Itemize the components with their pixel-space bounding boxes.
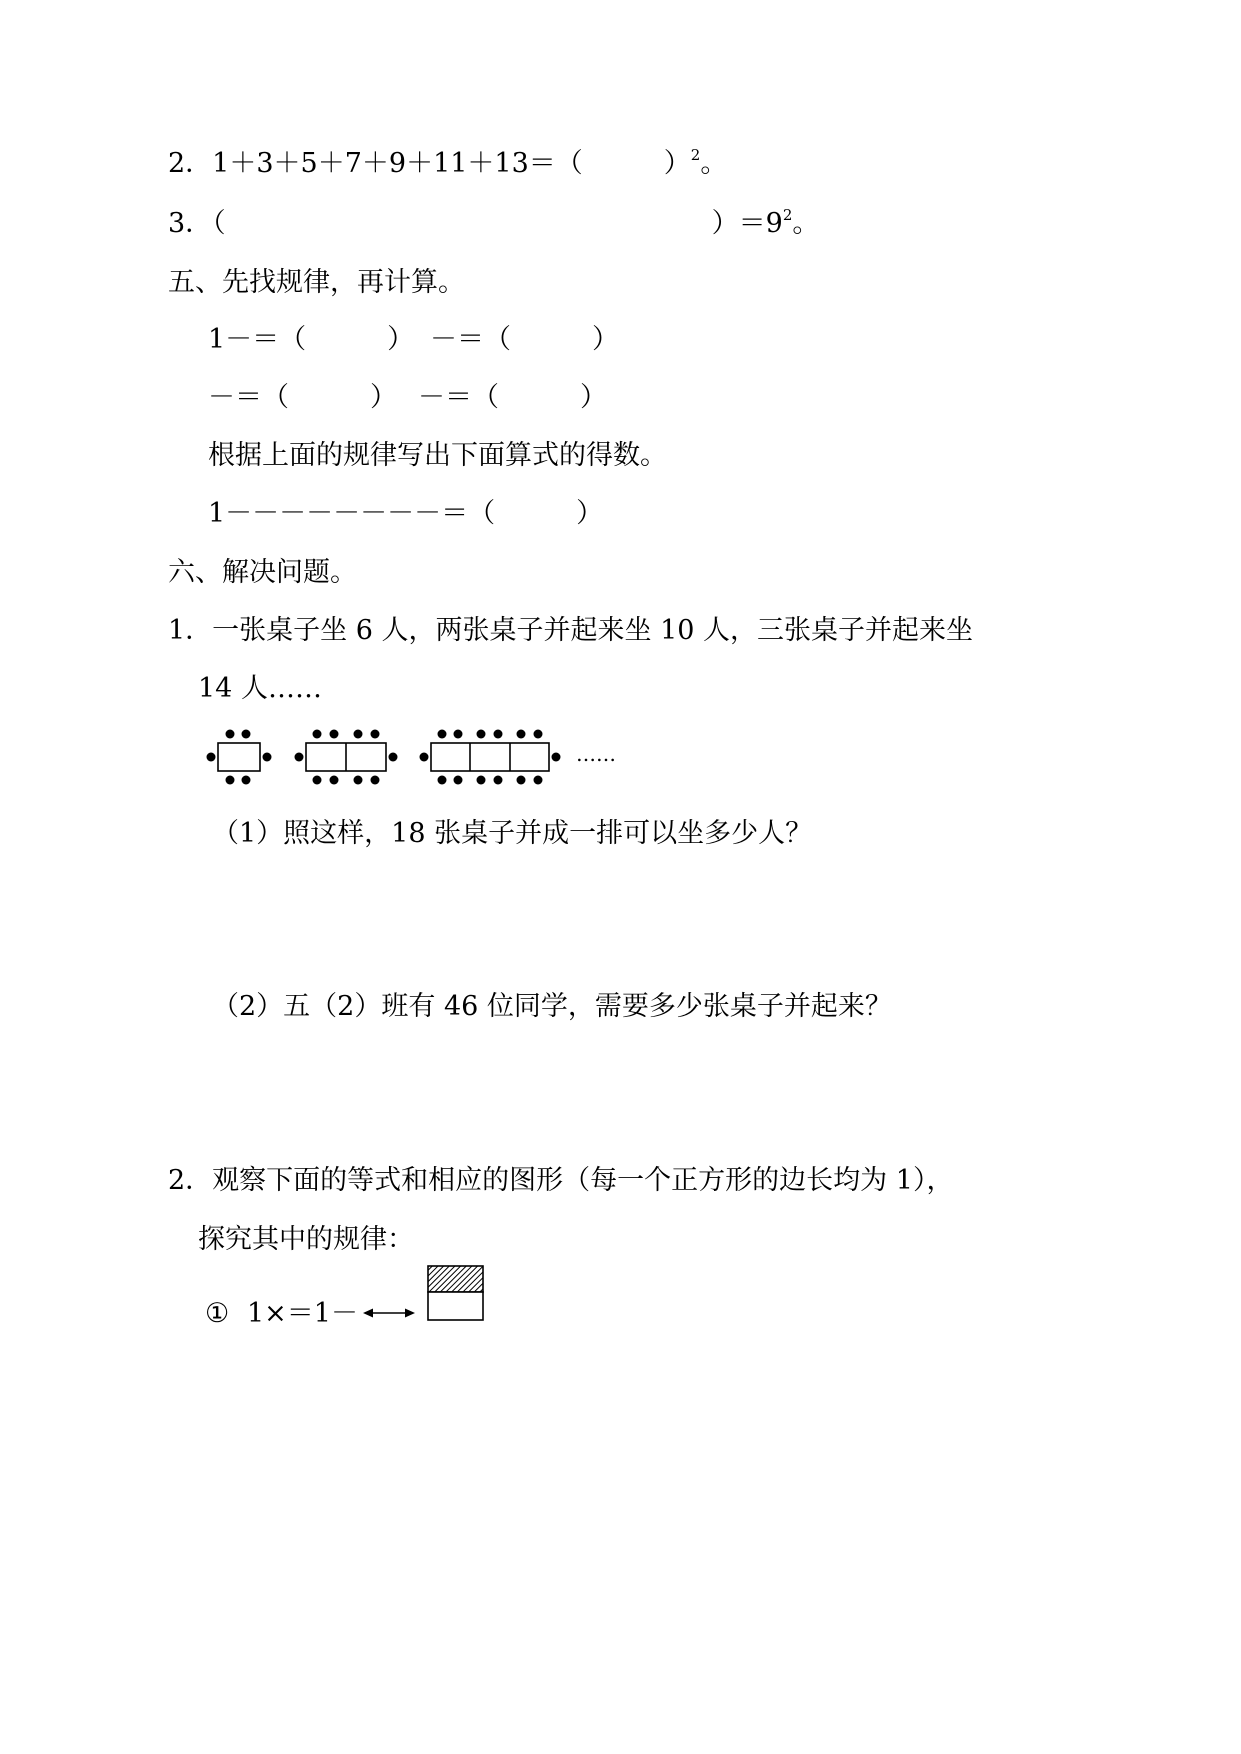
three-tables-figure xyxy=(431,743,549,771)
q4-item-2 xyxy=(168,148,727,180)
q6-subquestion-1: （1）照这样，18 张桌子并成一排可以坐多少人？ xyxy=(212,818,813,849)
q4-item-2-text: 2．1＋3＋5＋7＋9＋11＋13＝（ ） xyxy=(168,148,691,179)
q5-heading: 五、先找规律，再计算。 xyxy=(168,267,465,298)
half-shaded-square-figure xyxy=(427,1265,485,1323)
q5-row2-expr-b: －＝（ ） xyxy=(418,382,607,413)
q4-item-3-suffix: 。 xyxy=(792,208,820,239)
double-arrow-icon xyxy=(363,1306,415,1320)
q6-subquestion-2: （2）五（2）班有 46 位同学，需要多少张桌子并起来？ xyxy=(212,991,892,1022)
unshaded-half xyxy=(428,1292,483,1320)
q6-equation-1: 1×＝1－ xyxy=(247,1298,358,1329)
q4-item-2-suffix: 。 xyxy=(700,148,728,179)
q6-problem2-line2: 探究其中的规律： xyxy=(198,1224,414,1255)
q5-row1-expr-a: 1－＝（ ） xyxy=(208,324,415,355)
shaded-half xyxy=(428,1266,483,1292)
two-tables-figure xyxy=(306,743,386,771)
q5-row2-expr-a: －＝（ ） xyxy=(208,382,397,413)
one-table-figure xyxy=(218,743,260,771)
q4-item-3-exponent: 2 xyxy=(782,206,793,224)
q5-final-expr: 1－－－－－－－－＝（ ） xyxy=(208,498,604,529)
table-seating-figure xyxy=(200,725,640,785)
figure-ellipsis: …… xyxy=(576,742,616,766)
q6-problem1-line1: 1．一张桌子坐 6 人，两张桌子并起来坐 10 人，三张桌子并起来坐 xyxy=(168,615,974,646)
q4-item-3 xyxy=(168,208,819,240)
q6-problem2-line1: 2．观察下面的等式和相应的图形（每一个正方形的边长均为 1）， xyxy=(168,1165,954,1196)
q5-row1-expr-b: －＝（ ） xyxy=(430,324,619,355)
one-table-seats xyxy=(207,730,272,785)
q6-problem1-line2: 14 人…… xyxy=(198,673,322,704)
q4-item-3-text: 3．（ ）＝9 xyxy=(168,208,783,239)
q6-equation-1-label: ① xyxy=(205,1298,230,1329)
q5-instruction: 根据上面的规律写出下面算式的得数。 xyxy=(208,440,667,471)
q6-heading: 六、解决问题。 xyxy=(168,557,357,588)
three-tables-seats xyxy=(420,730,561,785)
q4-item-2-exponent: 2 xyxy=(690,146,701,164)
